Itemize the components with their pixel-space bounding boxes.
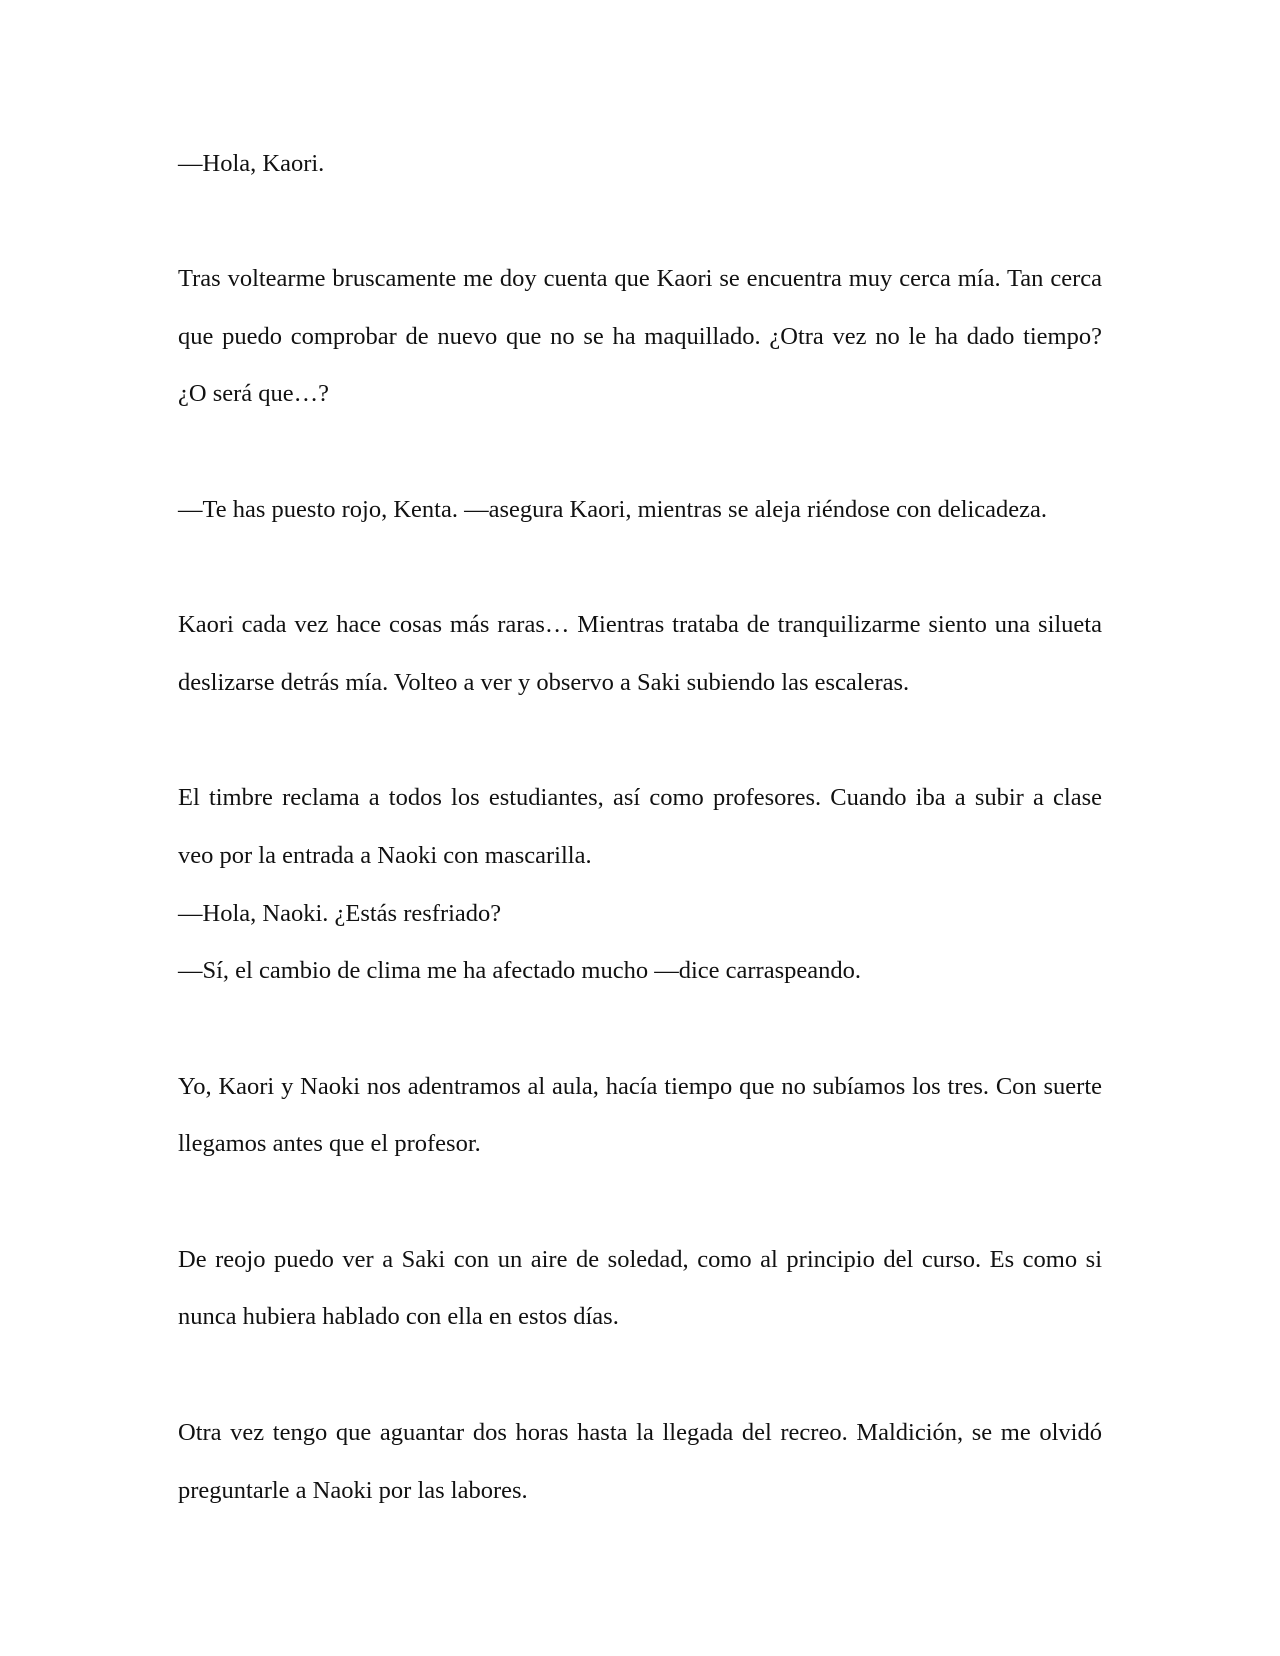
text-line: —Hola, Naoki. ¿Estás resfriado? — [178, 900, 502, 927]
text-line: Tras voltearme bruscamente me doy cuenta que Kaori se encuentra muy cerca mía. Tan cerca — [178, 265, 1102, 292]
text-line: El timbre reclama a todos los estudiantes, así como profesores. Cuando iba a subir a clase — [178, 784, 1102, 811]
text-line: llegamos antes que el profesor. — [178, 1130, 481, 1157]
text-line: preguntarle a Naoki por las labores. — [178, 1477, 528, 1504]
text-line: Yo, Kaori y Naoki nos adentramos al aula, hacía tiempo que no subíamos los tres. Con suerte — [178, 1073, 1102, 1100]
text-line: que puedo comprobar de nuevo que no se ha maquillado. ¿Otra vez no le ha dado tiempo? — [178, 323, 1102, 350]
text-line: Otra vez tengo que aguantar dos horas hasta la llegada del recreo. Maldición, se me olvidó — [178, 1419, 1102, 1446]
text-line: deslizarse detrás mía. Volteo a ver y observo a Saki subiendo las escaleras. — [178, 669, 910, 696]
text-line: ¿O será que…? — [178, 380, 330, 407]
text-line: —Te has puesto rojo, Kenta. —asegura Kaori, mientras se aleja riéndose con delicadeza. — [178, 496, 1048, 523]
text-line: De reojo puedo ver a Saki con un aire de soledad, como al principio del curso. Es como si — [178, 1246, 1102, 1273]
text-line: veo por la entrada a Naoki con mascarilla. — [178, 842, 592, 869]
text-line: —Hola, Kaori. — [178, 150, 325, 177]
text-line: Kaori cada vez hace cosas más raras… Mientras trataba de tranquilizarme siento una silueta — [178, 611, 1102, 638]
text-line: nunca hubiera hablado con ella en estos días. — [178, 1303, 619, 1330]
text-line: —Sí, el cambio de clima me ha afectado mucho —dice carraspeando. — [178, 957, 861, 984]
